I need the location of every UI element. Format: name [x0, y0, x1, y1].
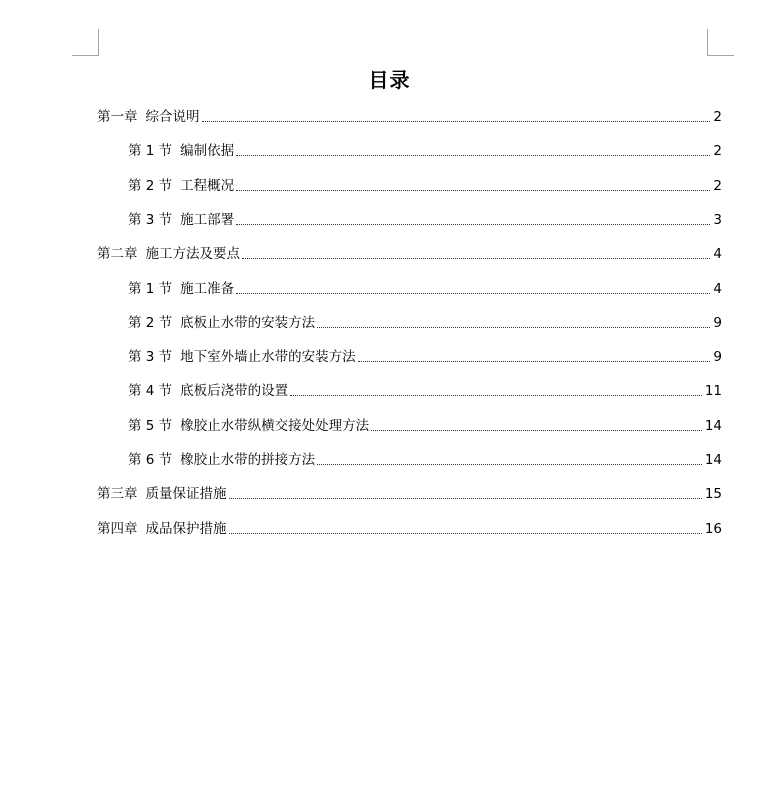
- toc-entry-text: 橡胶止水带纵横交接处处理方法: [180, 417, 370, 434]
- toc-dot-leader: [358, 360, 711, 362]
- toc-entry-number: 第 1 节: [128, 143, 173, 160]
- toc-entry-page-number: 11: [704, 383, 722, 400]
- toc-entry-number: 第 2 节: [128, 314, 173, 331]
- toc-entry-page-number: 15: [704, 486, 722, 503]
- toc-dot-leader: [371, 429, 702, 431]
- toc-entry-page-number: 14: [704, 452, 722, 468]
- toc-entry-number: 第三章: [97, 486, 138, 503]
- toc-entry-number: 第 6 节: [128, 452, 173, 468]
- toc-entry[interactable]: [128, 176, 722, 196]
- toc-entry[interactable]: [128, 450, 722, 470]
- toc-entry-text: 橡胶止水带的拼接方法: [180, 452, 316, 468]
- toc-entry-page-number: 4: [713, 280, 722, 297]
- toc-entry-number: 第 1 节: [128, 280, 173, 297]
- toc-entry-text: 成品保护措施: [145, 520, 227, 537]
- toc-entry-text: 施工方法及要点: [145, 246, 240, 263]
- toc-entry-number: 第 3 节: [128, 349, 173, 366]
- toc-dot-leader: [236, 292, 710, 294]
- toc-entry[interactable]: [128, 279, 722, 299]
- toc-entry-number: 第四章: [97, 520, 138, 537]
- toc-dot-leader: [236, 189, 710, 191]
- toc-dot-leader: [242, 257, 710, 259]
- toc-entry-text: 地下室外墙止水带的安装方法: [180, 349, 356, 366]
- top-right-margin-mark: [707, 29, 734, 56]
- toc-entry-number: 第 4 节: [128, 383, 173, 400]
- toc-entry[interactable]: [128, 416, 722, 436]
- toc-dot-leader: [229, 532, 702, 534]
- toc-entry[interactable]: [128, 210, 722, 230]
- toc-entry-text: 编制依据: [180, 143, 235, 160]
- toc-entry-page-number: 2: [713, 177, 722, 194]
- toc-entry-text: 底板止水带的安装方法: [180, 314, 316, 331]
- toc-dot-leader: [317, 463, 702, 465]
- toc-title: 目录: [368, 68, 411, 92]
- toc-entry-number: 第 3 节: [128, 211, 173, 228]
- toc-entry[interactable]: [128, 141, 722, 161]
- toc-dot-leader: [317, 326, 710, 328]
- toc-entry-number: 第 5 节: [128, 417, 173, 434]
- toc-entry-text: 施工准备: [180, 280, 235, 297]
- toc-entry-page-number: 2: [713, 109, 722, 125]
- toc-dot-leader: [236, 223, 710, 225]
- toc-entry-page-number: 3: [713, 211, 722, 228]
- toc-entry-text: 施工部署: [180, 211, 235, 228]
- toc-entry[interactable]: [97, 519, 722, 539]
- toc-entry-page-number: 2: [713, 143, 722, 160]
- toc-dot-leader: [236, 154, 710, 156]
- toc-entry-page-number: 14: [704, 417, 722, 434]
- toc-entry-number: 第一章: [97, 109, 138, 125]
- toc-entry-page-number: 4: [713, 246, 722, 263]
- toc-entry-page-number: 9: [713, 349, 722, 366]
- toc-entry[interactable]: [97, 244, 722, 264]
- toc-dot-leader: [290, 394, 702, 396]
- toc-entry-text: 工程概况: [180, 177, 235, 194]
- toc-entry-number: 第二章: [97, 246, 138, 263]
- toc-entry-page-number: 9: [713, 314, 722, 331]
- toc-entry-page-number: 16: [704, 520, 722, 537]
- toc-entry[interactable]: [128, 381, 722, 401]
- toc-entry[interactable]: [97, 107, 722, 127]
- top-left-margin-mark: [72, 29, 99, 56]
- toc-dot-leader: [229, 497, 702, 499]
- toc-entry[interactable]: [97, 484, 722, 504]
- toc-entry-number: 第 2 节: [128, 177, 173, 194]
- toc-entry[interactable]: [128, 313, 722, 333]
- toc-dot-leader: [202, 120, 711, 122]
- toc-entry-text: 综合说明: [145, 109, 200, 125]
- toc-entry-text: 底板后浇带的设置: [180, 383, 289, 400]
- toc-entry-text: 质量保证措施: [145, 486, 227, 503]
- toc-entry[interactable]: [128, 347, 722, 367]
